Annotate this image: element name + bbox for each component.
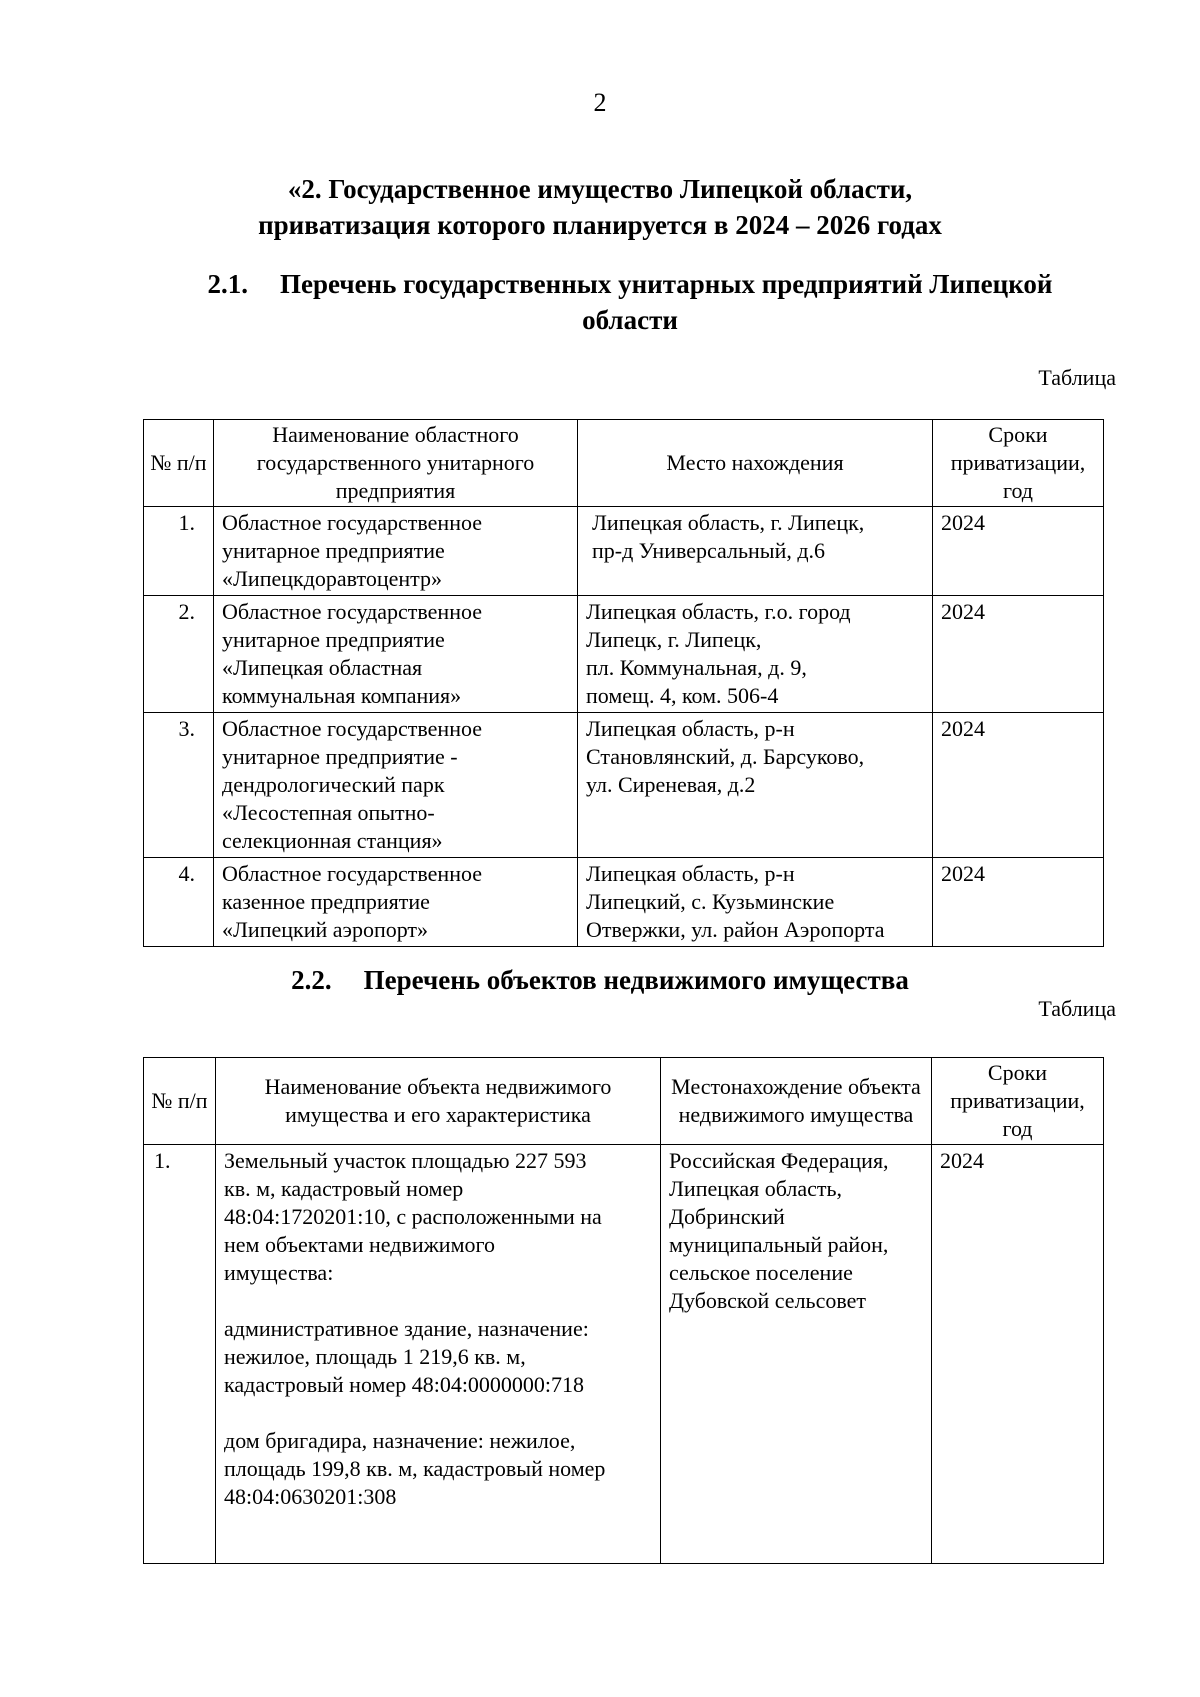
row-location-line: Липецкая область, р-н <box>586 716 795 741</box>
row-num: 1. <box>144 507 214 596</box>
row-name-line: 48:04:0630201:308 <box>224 1484 397 1509</box>
row-name-line: «Липецкая областная <box>222 655 423 680</box>
table-caption-1: Таблица <box>1038 365 1116 390</box>
row-name-line: имущества: <box>224 1260 334 1285</box>
table-row <box>144 713 1104 858</box>
row-num: 4. <box>144 858 214 947</box>
section-21-number: 2.1. <box>207 269 249 299</box>
row-location <box>661 1145 932 1564</box>
row-name-line: Областное государственное <box>222 510 483 535</box>
row-name-line: дом бригадира, назначение: нежилое, <box>224 1428 576 1453</box>
row-location-line: Липецкая область, г.о. город <box>586 599 851 624</box>
header-name: Наименование областного государственного унитарного предприятия <box>214 420 578 507</box>
header-num: № п/п <box>144 1058 216 1145</box>
row-num: 2. <box>144 596 214 713</box>
row-location <box>578 507 933 596</box>
row-name-line: коммунальная компания» <box>222 683 462 708</box>
row-location-line: пр-д Универсальный, д.6 <box>592 538 826 563</box>
table-caption-2: Таблица <box>1038 996 1116 1021</box>
row-location-line: Дубовской сельсовет <box>669 1288 866 1313</box>
table-header-row <box>144 420 1104 507</box>
row-name-line: нем объектами недвижимого <box>224 1232 495 1257</box>
row-location-line: Российская Федерация, <box>669 1148 889 1173</box>
row-location-line: сельское поселение <box>669 1260 853 1285</box>
row-name-line: казенное предприятие <box>222 889 430 914</box>
row-location-line: Липецк, г. Липецк, <box>586 627 762 652</box>
row-name <box>214 713 578 858</box>
row-name-line: кадастровый номер 48:04:0000000:718 <box>224 1372 585 1397</box>
header-num: № п/п <box>144 420 214 507</box>
row-name-line: «Липецкий аэропорт» <box>222 917 429 942</box>
header-name: Наименование объекта недвижимого имущества и его характеристика <box>216 1058 661 1145</box>
row-name-line: административное здание, назначение: <box>224 1316 589 1341</box>
table-row <box>144 1145 1104 1564</box>
row-name-line: «Липецкдоравтоцентр» <box>222 566 443 591</box>
row-name-line: Земельный участок площадью 227 593 <box>224 1148 587 1173</box>
row-name <box>214 858 578 947</box>
header-location: Местонахождение объекта недвижимого имущества <box>661 1058 932 1145</box>
row-name-line: 48:04:1720201:10, с расположенными на <box>224 1204 602 1229</box>
row-location-line: Отвержки, ул. район Аэропорта <box>586 917 885 942</box>
row-location <box>578 858 933 947</box>
row-term: 2024 <box>933 596 1104 713</box>
row-name-line: площадь 199,8 кв. м, кадастровый номер <box>224 1456 606 1481</box>
row-location-line: ул. Сиреневая, д.2 <box>586 772 756 797</box>
row-location-line: муниципальный район, <box>669 1232 889 1257</box>
row-location-line: пл. Коммунальная, д. 9, <box>586 655 807 680</box>
table-row <box>144 596 1104 713</box>
row-location-line: помещ. 4, ком. 506-4 <box>586 683 779 708</box>
row-name-line: кв. м, кадастровый номер <box>224 1176 464 1201</box>
row-name-line: «Лесостепная опытно- <box>222 800 435 825</box>
row-name-line: унитарное предприятие - <box>222 744 458 769</box>
row-name-line: унитарное предприятие <box>222 538 445 563</box>
row-name <box>214 596 578 713</box>
row-location-line: Липецкая область, г. Липецк, <box>592 510 865 535</box>
row-name-line: Областное государственное <box>222 716 483 741</box>
table-row <box>144 507 1104 596</box>
row-name-line: селекционная станция» <box>222 828 443 853</box>
section-22-number: 2.2. <box>291 965 332 995</box>
row-location <box>578 596 933 713</box>
section-21-title-line2: области <box>582 305 678 335</box>
row-num: 1. <box>144 1145 216 1564</box>
header-term: Сроки приватизации, год <box>932 1058 1104 1145</box>
section-22-heading <box>0 962 1200 998</box>
row-term: 2024 <box>932 1145 1104 1564</box>
section-22-title: Перечень объектов недвижимого имущества <box>363 965 909 995</box>
main-heading-line2: приватизация которого планируется в 2024 – 2026 годах <box>258 210 942 240</box>
row-location <box>578 713 933 858</box>
row-term: 2024 <box>933 858 1104 947</box>
enterprises-table <box>143 419 1104 947</box>
header-term: Сроки приватизации, год <box>933 420 1104 507</box>
row-location-line: Добринский <box>669 1204 785 1229</box>
header-location: Место нахождения <box>578 420 933 507</box>
row-location-line: Липецкая область, р-н <box>586 861 795 886</box>
row-name-line: унитарное предприятие <box>222 627 445 652</box>
row-num: 3. <box>144 713 214 858</box>
row-term: 2024 <box>933 713 1104 858</box>
row-location-line: Липецкая область, <box>669 1176 843 1201</box>
row-name-line: Областное государственное <box>222 861 483 886</box>
real-estate-table <box>143 1057 1104 1564</box>
section-21-heading <box>150 266 1110 338</box>
row-location-line: Липецкий, с. Кузьминские <box>586 889 835 914</box>
table-header-row <box>144 1058 1104 1145</box>
page-number: 2 <box>593 88 607 117</box>
table-row <box>144 858 1104 947</box>
section-21-title-line1: Перечень государственных унитарных предприятий Липецкой <box>280 269 1053 299</box>
main-heading <box>0 171 1200 243</box>
row-name-line: дендрологический парк <box>222 772 445 797</box>
row-name <box>216 1145 661 1564</box>
row-name <box>214 507 578 596</box>
row-location-line: Становлянский, д. Барсуково, <box>586 744 865 769</box>
main-heading-line1: «2. Государственное имущество Липецкой области, <box>287 174 913 204</box>
row-name-line: Областное государственное <box>222 599 483 624</box>
row-term: 2024 <box>933 507 1104 596</box>
row-name-line: нежилое, площадь 1 219,6 кв. м, <box>224 1344 526 1369</box>
